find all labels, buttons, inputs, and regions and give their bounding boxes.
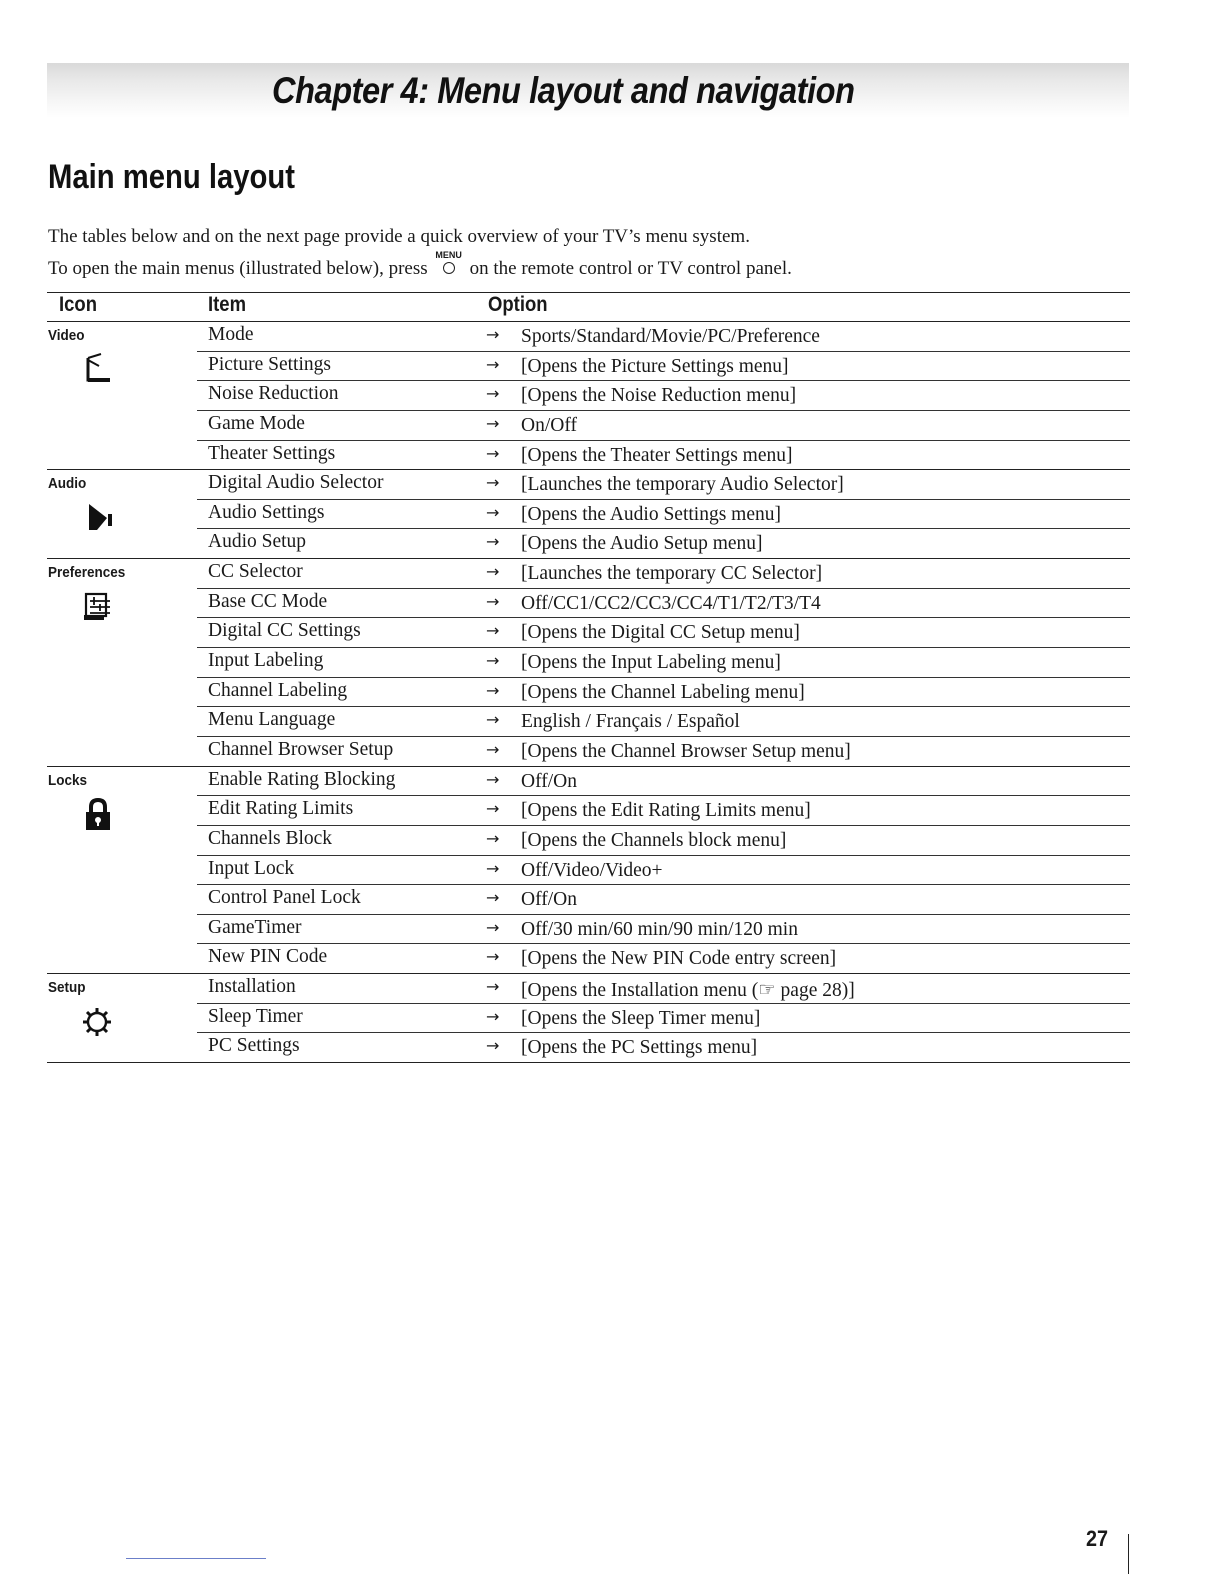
menu-item-option: [Opens the Theater Settings menu] bbox=[521, 444, 793, 466]
menu-item-name: Channels Block bbox=[208, 827, 333, 849]
chapter-title: Chapter 4: Menu layout and navigation bbox=[272, 70, 855, 111]
menu-item-option: [Opens the Installation menu (☞ page 28)] bbox=[521, 980, 855, 1002]
table-row bbox=[197, 1004, 1130, 1034]
table-row bbox=[197, 589, 1130, 619]
menu-item-name: Input Lock bbox=[208, 857, 295, 879]
table-row bbox=[197, 944, 1130, 973]
arrow-icon: → bbox=[486, 354, 500, 374]
intro-line-2 bbox=[48, 250, 792, 280]
arrow-icon: → bbox=[486, 710, 500, 730]
setup-icon bbox=[77, 1004, 117, 1040]
video-icon bbox=[77, 352, 117, 388]
menu-item-name: Picture Settings bbox=[208, 353, 331, 375]
menu-item-option: [Opens the Channel Browser Setup menu] bbox=[521, 740, 851, 762]
menu-item-option: Off/CC1/CC2/CC3/CC4/T1/T2/T3/T4 bbox=[521, 592, 821, 614]
arrow-icon: → bbox=[486, 562, 500, 582]
footnote-rule bbox=[126, 1558, 266, 1559]
menu-item-name: Enable Rating Blocking bbox=[208, 768, 396, 790]
menu-item-option: [Opens the Edit Rating Limits menu] bbox=[521, 800, 811, 822]
table-row bbox=[197, 470, 1130, 500]
audio-icon bbox=[77, 500, 117, 536]
arrow-icon: → bbox=[486, 621, 500, 641]
table-row bbox=[197, 974, 1130, 1004]
arrow-icon: → bbox=[486, 532, 500, 552]
menu-table bbox=[47, 292, 1130, 1063]
table-row bbox=[197, 767, 1130, 797]
menu-item-name: Digital CC Settings bbox=[208, 620, 361, 642]
menu-item-name: Input Labeling bbox=[208, 650, 324, 672]
table-row bbox=[197, 559, 1130, 589]
table-row bbox=[197, 500, 1130, 530]
arrow-icon: → bbox=[486, 977, 500, 997]
menu-item-name: Base CC Mode bbox=[208, 590, 328, 612]
intro-line-2-start: To open the main menus (illustrated below), press bbox=[48, 258, 428, 279]
menu-item-option: [Opens the Sleep Timer menu] bbox=[521, 1007, 761, 1029]
preferences-icon bbox=[77, 589, 117, 625]
menu-item-option: [Launches the temporary Audio Selector] bbox=[521, 474, 844, 496]
table-row bbox=[197, 1033, 1130, 1062]
group-label: Preferences bbox=[48, 564, 126, 582]
arrow-icon: → bbox=[486, 1036, 500, 1056]
arrow-icon: → bbox=[486, 799, 500, 819]
menu-item-option: [Opens the Audio Setup menu] bbox=[521, 533, 763, 555]
group-rows bbox=[197, 559, 1130, 765]
menu-item-option: [Opens the Digital CC Setup menu] bbox=[521, 622, 800, 644]
arrow-icon: → bbox=[486, 1006, 500, 1026]
group-rows bbox=[197, 767, 1130, 973]
menu-item-name: Audio Settings bbox=[208, 501, 325, 523]
menu-item-name: Sleep Timer bbox=[208, 1005, 303, 1027]
menu-group-locks bbox=[47, 767, 1130, 974]
lock-icon bbox=[77, 797, 117, 833]
menu-button-icon bbox=[432, 250, 466, 276]
menu-item-option: [Opens the New PIN Code entry screen] bbox=[521, 948, 837, 970]
menu-item-name: GameTimer bbox=[208, 916, 302, 938]
group-label: Video bbox=[48, 327, 85, 344]
menu-item-option: [Opens the Input Labeling menu] bbox=[521, 652, 781, 674]
arrow-icon: → bbox=[486, 443, 500, 463]
menu-item-name: Game Mode bbox=[208, 412, 305, 434]
arrow-icon: → bbox=[486, 502, 500, 522]
menu-item-option: Off/Video/Video+ bbox=[521, 859, 663, 881]
menu-item-option: Off/On bbox=[521, 889, 577, 911]
menu-item-option: [Opens the Noise Reduction menu] bbox=[521, 385, 797, 407]
menu-group-setup bbox=[47, 974, 1130, 1063]
menu-item-option: [Opens the Audio Settings menu] bbox=[521, 503, 781, 525]
group-rows bbox=[197, 974, 1130, 1062]
table-row bbox=[197, 856, 1130, 886]
arrow-icon: → bbox=[486, 325, 500, 344]
section-title: Main menu layout bbox=[48, 158, 295, 196]
menu-item-name: Mode bbox=[208, 324, 254, 345]
arrow-icon: → bbox=[486, 858, 500, 878]
menu-key-label: MENU bbox=[435, 250, 462, 260]
menu-item-option: [Opens the Picture Settings menu] bbox=[521, 355, 789, 377]
page-number: 27 bbox=[1086, 1526, 1109, 1551]
menu-item-name: Control Panel Lock bbox=[208, 887, 361, 909]
menu-item-option: [Opens the Channels block menu] bbox=[521, 829, 787, 851]
intro-line-1: The tables below and on the next page provide a quick overview of your TV’s menu system. bbox=[48, 226, 750, 247]
table-row bbox=[197, 915, 1130, 945]
menu-item-name: Channel Labeling bbox=[208, 679, 348, 701]
menu-item-name: Audio Setup bbox=[208, 531, 307, 553]
menu-item-name: Edit Rating Limits bbox=[208, 798, 354, 820]
table-row bbox=[197, 322, 1130, 352]
table-row bbox=[197, 648, 1130, 678]
table-row bbox=[197, 826, 1130, 856]
menu-item-name: Digital Audio Selector bbox=[208, 472, 384, 494]
header-option: Option bbox=[488, 293, 548, 316]
group-rows bbox=[197, 322, 1130, 469]
arrow-icon: → bbox=[486, 739, 500, 759]
header-item: Item bbox=[208, 293, 247, 316]
arrow-icon: → bbox=[486, 769, 500, 789]
menu-item-option: [Opens the Channel Labeling menu] bbox=[521, 681, 805, 703]
group-rows bbox=[197, 470, 1130, 558]
table-row bbox=[197, 411, 1130, 441]
table-row bbox=[197, 678, 1130, 708]
table-row bbox=[197, 885, 1130, 915]
header-icon: Icon bbox=[59, 293, 97, 316]
menu-item-name: Noise Reduction bbox=[208, 383, 339, 405]
table-row bbox=[197, 529, 1130, 558]
table-row bbox=[197, 352, 1130, 382]
menu-group-video bbox=[47, 322, 1130, 470]
arrow-icon: → bbox=[486, 888, 500, 908]
menu-item-name: Menu Language bbox=[208, 709, 336, 731]
menu-item-option: Off/On bbox=[521, 770, 577, 792]
table-body bbox=[47, 322, 1130, 1063]
menu-item-name: Installation bbox=[208, 976, 296, 998]
arrow-icon: → bbox=[486, 473, 500, 493]
table-row bbox=[197, 618, 1130, 648]
arrow-icon: → bbox=[486, 828, 500, 848]
table-header bbox=[47, 292, 1130, 322]
arrow-icon: → bbox=[486, 651, 500, 671]
group-label: Locks bbox=[48, 771, 88, 789]
menu-item-option: English / Français / Español bbox=[521, 711, 740, 733]
arrow-icon: → bbox=[486, 413, 500, 433]
table-row bbox=[197, 441, 1130, 470]
menu-item-name: PC Settings bbox=[208, 1035, 300, 1057]
arrow-icon: → bbox=[486, 591, 500, 611]
menu-group-audio bbox=[47, 470, 1130, 559]
table-row bbox=[197, 707, 1130, 737]
menu-item-option: Off/30 min/60 min/90 min/120 min bbox=[521, 918, 798, 940]
arrow-icon: → bbox=[486, 947, 500, 967]
menu-item-option: [Opens the PC Settings menu] bbox=[521, 1037, 758, 1059]
arrow-icon: → bbox=[486, 384, 500, 404]
menu-item-option: Sports/Standard/Movie/PC/Preference bbox=[521, 326, 820, 347]
table-row bbox=[197, 737, 1130, 766]
menu-item-name: CC Selector bbox=[208, 561, 303, 583]
intro-line-2-end: on the remote control or TV control panel. bbox=[469, 258, 792, 279]
table-row bbox=[197, 796, 1130, 826]
menu-item-name: Theater Settings bbox=[208, 442, 336, 464]
menu-item-option: On/Off bbox=[521, 414, 577, 436]
arrow-icon: → bbox=[486, 680, 500, 700]
menu-item-option: [Launches the temporary CC Selector] bbox=[521, 563, 823, 585]
page-rule bbox=[1128, 1534, 1129, 1574]
table-row bbox=[197, 381, 1130, 411]
arrow-icon: → bbox=[486, 917, 500, 937]
group-label: Setup bbox=[48, 979, 86, 997]
menu-item-name: New PIN Code bbox=[208, 946, 328, 968]
menu-group-preferences bbox=[47, 559, 1130, 766]
menu-item-name: Channel Browser Setup bbox=[208, 738, 394, 760]
group-label: Audio bbox=[48, 475, 87, 493]
